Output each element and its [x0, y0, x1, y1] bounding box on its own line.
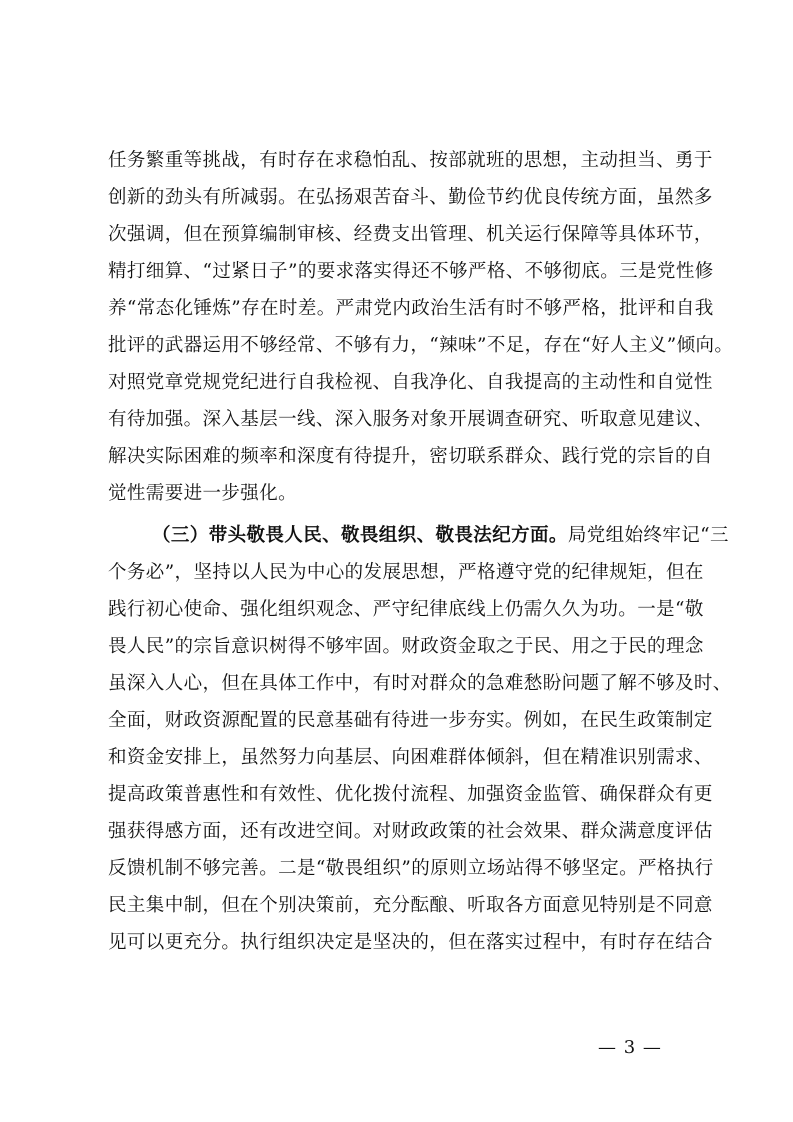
page-number: — 3 — [598, 1037, 662, 1058]
paragraph-line: 精打细算、“过紧日子”的要求落实得还不够严格、不够彻底。三是党性修 [108, 261, 714, 282]
paragraph-line: 创新的劲头有所减弱。在弘扬艰苦奋斗、勤俭节约优良传统方面，虽然多 [108, 187, 713, 208]
paragraph-line: 任务繁重等挑战，有时存在求稳怕乱、按部就班的思想，主动担当、勇于 [108, 150, 713, 171]
paragraph-line: 养“常态化锤炼”存在时差。严肃党内政治生活有时不够严格，批评和自我 [108, 298, 714, 319]
section-line: 民主集中制，但在个别决策前，充分酝酿、听取各方面意见特别是不同意 [108, 895, 713, 916]
paragraph-line: 有待加强。深入基层一线、深入服务对象开展调查研究、听取意见建议、 [108, 409, 713, 430]
section-line: 全面，财政资源配置的民意基础有待进一步夯实。例如，在民生政策制定 [108, 710, 713, 731]
section-line: 强获得感方面，还有改进空间。对财政政策的社会效果、群众满意度评估 [108, 821, 713, 842]
section-line: 虽深入人心，但在具体工作中，有时对群众的急难愁盼问题了解不够及时、 [108, 673, 732, 694]
paragraph-line: 解决实际困难的频率和深度有待提升，密切联系群众、践行党的宗旨的自 [108, 446, 713, 467]
section-heading: （三）带头敬畏人民、敬畏组织、敬畏法纪方面。 [152, 525, 568, 546]
paragraph-line: 次强调，但在预算编制审核、经费支出管理、机关运行保障等具体环节， [108, 224, 713, 245]
section-line: 畏人民”的宗旨意识树得不够牢固。财政资金取之于民、用之于民的理念 [108, 636, 704, 657]
section-first-line [152, 523, 729, 549]
paragraph-line: 批评的武器运用不够经常、不够有力，“辣味”不足，存在“好人主义”倾向。 [108, 335, 734, 356]
section-line: 见可以更充分。执行组织决定是坚决的，但在落实过程中，有时存在结合 [108, 932, 713, 953]
section-line: 个务必”，坚持以人民为中心的发展思想，严格遵守党的纪律规矩，但在 [108, 562, 704, 583]
section-line: 提高政策普惠性和有效性、优化拨付流程、加强资金监管、确保群众有更 [108, 784, 713, 805]
section-first-line-rest: 局党组始终牢记“三 [567, 525, 729, 546]
section-line: 和资金安排上，虽然努力向基层、向困难群体倾斜，但在精准识别需求、 [108, 747, 713, 768]
paragraph-line: 对照党章党规党纪进行自我检视、自我净化、自我提高的主动性和自觉性 [108, 372, 713, 393]
section-line: 反馈机制不够完善。二是“敬畏组织”的原则立场站得不够坚定。严格执行 [108, 858, 714, 879]
paragraph-line: 觉性需要进一步强化。 [108, 483, 298, 504]
section-line: 践行初心使命、强化组织观念、严守纪律底线上仍需久久为功。一是“敬 [108, 599, 704, 620]
